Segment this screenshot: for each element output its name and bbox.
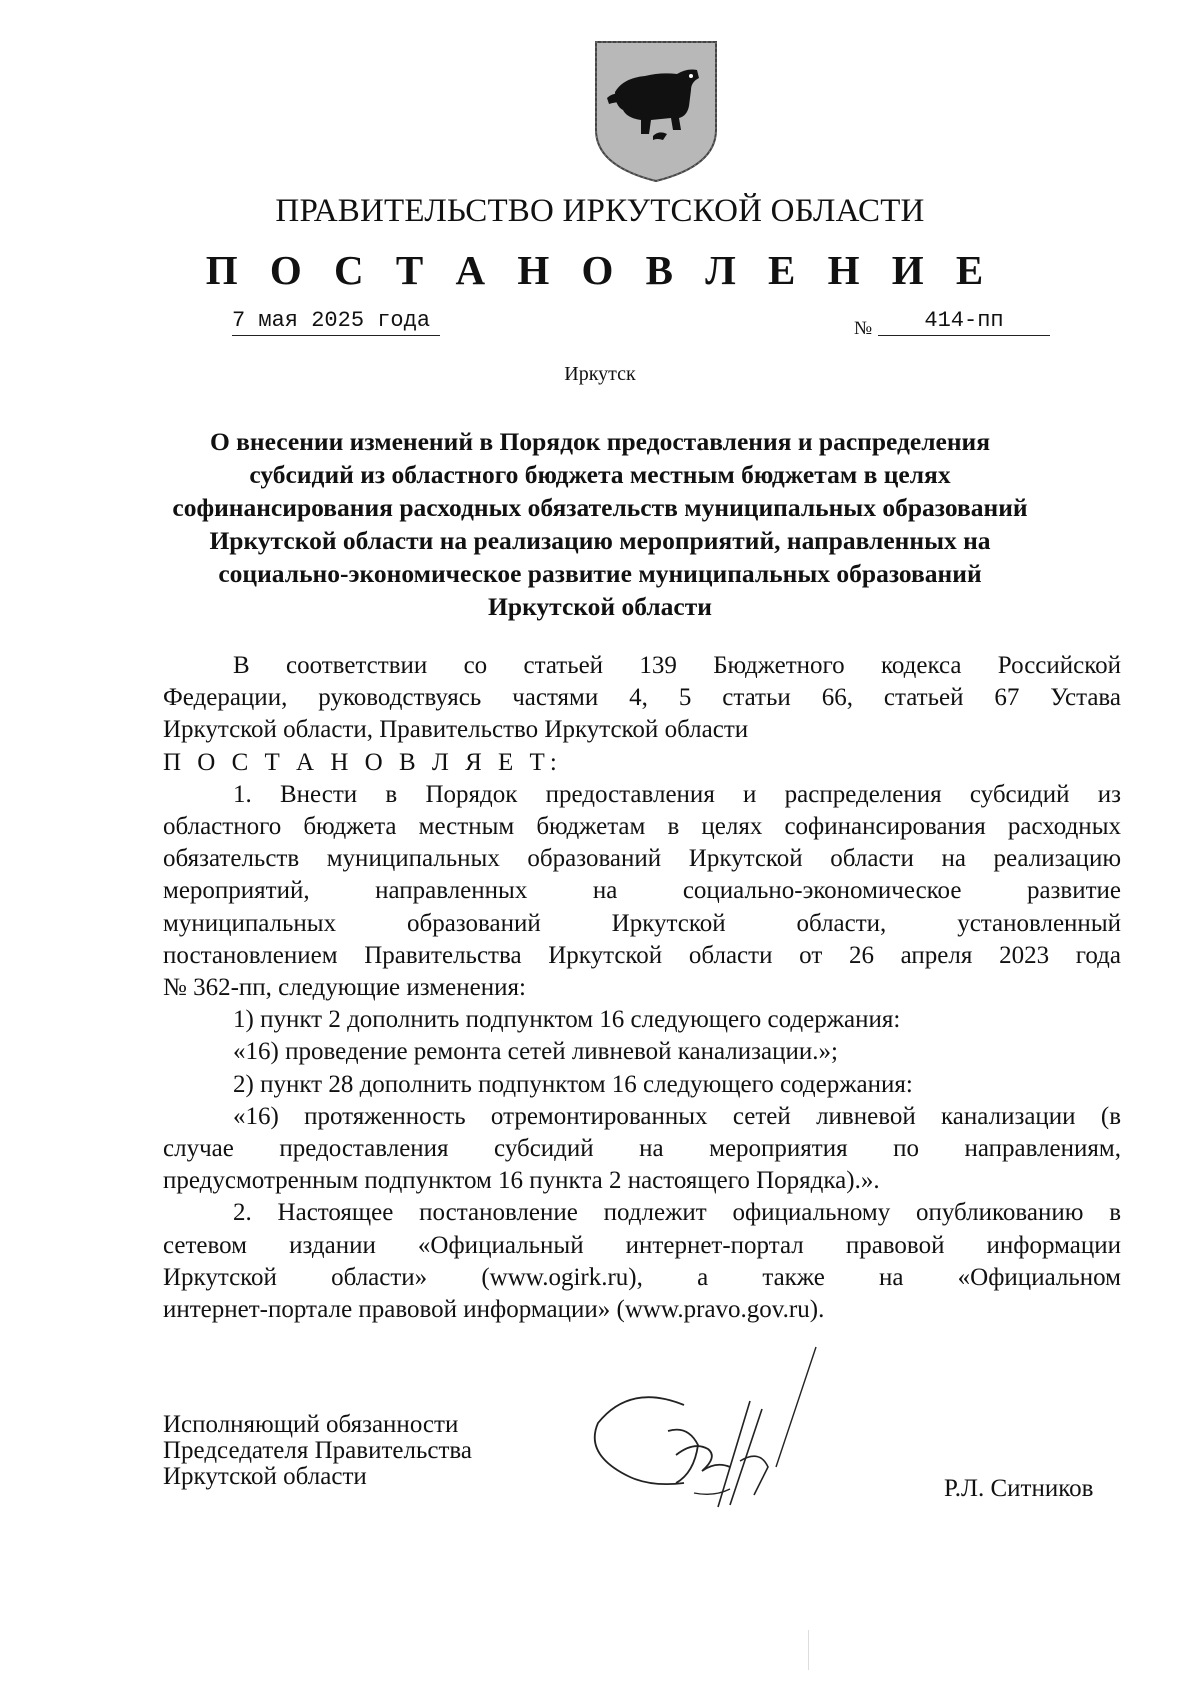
item1-line: областного бюджета местным бюджетам в целях софинансирования расходных xyxy=(163,813,1121,841)
document-date: 7 мая 2025 года xyxy=(232,308,440,336)
decree-word: П О С Т А Н О В Л Я Е Т: xyxy=(163,748,562,776)
item1-line: 1. Внести в Порядок предоставления и распределения субсидий из xyxy=(233,780,1121,808)
subitem-2-quote-line: «16) протяженность отремонтированных сетей ливневой канализации (в xyxy=(233,1102,1121,1130)
document-number: 414-пп xyxy=(878,308,1050,336)
document-city: Иркутск xyxy=(564,363,636,385)
item1-line: обязательств муниципальных образований Иркутской области на реализацию xyxy=(163,845,1121,873)
handwritten-signature xyxy=(590,1345,850,1515)
subitem-1: 1) пункт 2 дополнить подпунктом 16 следующего содержания: xyxy=(233,1006,901,1034)
item2-line: сетевом издании «Официальный интернет-портал правовой информации xyxy=(163,1231,1121,1259)
preamble-line: Федерации, руководствуясь частями 4, 5 статьи 66, статьей 67 Устава xyxy=(163,684,1121,712)
subitem-2-quote-line: случае предоставления субсидий на мероприятия по направлениям, xyxy=(163,1135,1121,1163)
title-line: О внесении изменений в Порядок предоставления и распределения xyxy=(209,427,991,456)
number-sign: № xyxy=(854,318,873,339)
signatory-position xyxy=(163,1412,472,1490)
signatory-position-line: Иркутской области xyxy=(163,1463,367,1490)
subitem-2-quote-line: предусмотренным подпунктом 16 пункта 2 настоящего Порядка).». xyxy=(163,1167,880,1195)
signatory-name: Р.Л. Ситников xyxy=(944,1475,1094,1502)
title-line: субсидий из областного бюджета местным бюджетам в целях xyxy=(249,460,951,489)
item1-line: мероприятий, направленных на социально-экономическое развитие xyxy=(163,877,1121,905)
subitem-1-quote: «16) проведение ремонта сетей ливневой канализации.»; xyxy=(233,1038,838,1066)
item1-line: муниципальных образований Иркутской области, установленный xyxy=(163,909,1121,937)
item1-line: постановлением Правительства Иркутской области от 26 апреля 2023 года xyxy=(163,941,1121,969)
title-line: Иркутской области xyxy=(488,592,712,621)
document-body xyxy=(163,650,1121,1326)
signatory-position-line: Председателя Правительства xyxy=(163,1437,472,1464)
subitem-2: 2) пункт 28 дополнить подпунктом 16 следующего содержания: xyxy=(233,1070,913,1098)
organization-name: ПРАВИТЕЛЬСТВО ИРКУТСКОЙ ОБЛАСТИ xyxy=(275,193,925,229)
title-line: софинансирования расходных обязательств муниципальных образований xyxy=(172,493,1028,522)
preamble-line: Иркутской области, Правительство Иркутской области xyxy=(163,716,749,744)
preamble-line: В соответствии со статьей 139 Бюджетного кодекса Российской xyxy=(233,652,1121,679)
coat-of-arms-emblem xyxy=(593,38,719,184)
item1-line: № 362-пп, следующие изменения: xyxy=(163,974,526,1002)
item2-line: 2. Настоящее постановление подлежит официальному опубликованию в xyxy=(233,1199,1121,1227)
item2-line: Иркутской области» (www.ogirk.ru), а также на «Официальном xyxy=(163,1263,1121,1291)
title-line: социально-экономическое развитие муниципальных образований xyxy=(218,559,982,588)
signatory-position-line: Исполняющий обязанности xyxy=(163,1411,459,1438)
document-title xyxy=(150,425,1050,623)
item2-line: интернет-портале правовой информации» (www.pravo.gov.ru). xyxy=(163,1296,825,1324)
title-line: Иркутской области на реализацию мероприятий, направленных на xyxy=(209,526,991,555)
document-type-title: П О С Т А Н О В Л Е Н И Е xyxy=(205,247,995,293)
scan-artifact-line xyxy=(808,1630,809,1670)
